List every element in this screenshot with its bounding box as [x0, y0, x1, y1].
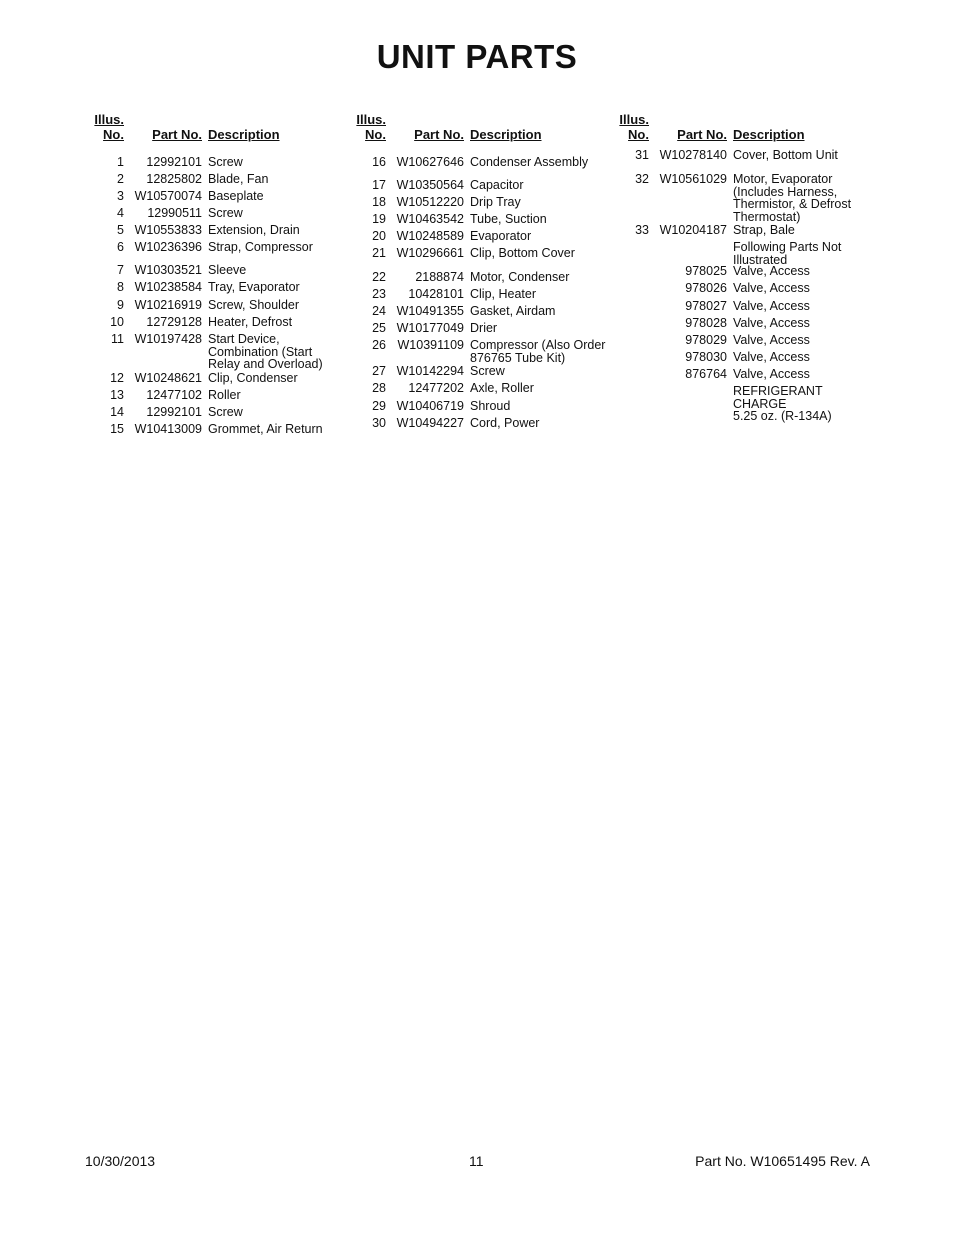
illus-number: 23 [372, 287, 386, 301]
illus-number: 11 [111, 332, 124, 346]
part-description: Gasket, Airdam [470, 304, 556, 318]
part-number: W10236396 [134, 240, 202, 254]
part-description: Baseplate [208, 189, 264, 203]
illus-number: 22 [372, 270, 386, 284]
illus-number: 28 [372, 381, 386, 395]
part-description: Strap, Compressor [208, 240, 313, 254]
part-description: Sleeve [208, 263, 247, 277]
illus-number: 10 [110, 315, 124, 329]
illus-number: 13 [110, 388, 124, 402]
part-description: Roller [208, 388, 241, 402]
part-description: Screw, Shoulder [208, 298, 300, 312]
page-title: UNIT PARTS [376, 38, 578, 75]
part-number: 12992101 [146, 405, 202, 419]
part-description: Condenser Assembly [470, 155, 589, 169]
part-number: 978025 [685, 264, 727, 278]
part-description: Screw [208, 155, 243, 169]
illus-number: 3 [117, 189, 124, 203]
header-part-no: Part No. [152, 127, 202, 142]
illus-number: 7 [117, 263, 124, 277]
column-header [617, 112, 873, 148]
part-number: W10627646 [396, 155, 464, 169]
part-description: Screw [208, 206, 243, 220]
part-description: Screw [208, 405, 243, 419]
part-number: W10406719 [396, 399, 464, 413]
part-description: Motor, Evaporator (Includes Harness, Thermistor, & Defrost Thermostat) [733, 172, 852, 224]
header-description: Description [208, 127, 280, 142]
part-number: 978029 [685, 333, 727, 347]
part-description: Clip, Bottom Cover [470, 246, 575, 260]
part-description: Valve, Access [733, 367, 810, 381]
part-description: Heater, Defrost [208, 315, 293, 329]
part-description: Valve, Access [733, 316, 810, 330]
part-number: 12990511 [147, 206, 202, 220]
part-number: W10553833 [134, 223, 202, 237]
illus-number: 8 [117, 280, 124, 294]
part-number: 10428101 [408, 287, 464, 301]
part-number: W10238584 [134, 280, 202, 294]
part-number: 12992101 [146, 155, 202, 169]
part-number: W10248589 [396, 229, 464, 243]
illus-number: 20 [372, 229, 386, 243]
illus-number: 12 [110, 371, 124, 385]
illus-number: 4 [117, 206, 124, 220]
part-number: W10413009 [134, 422, 202, 436]
part-description: Drip Tray [470, 195, 521, 209]
footer-page-number: 11 [469, 1153, 484, 1169]
part-number: W10296661 [396, 246, 464, 260]
part-description: Extension, Drain [208, 223, 300, 237]
part-number: W10197428 [134, 332, 202, 346]
part-number: W10248621 [134, 371, 202, 385]
part-number: 12477202 [408, 381, 464, 395]
header-no: No. [103, 127, 124, 142]
illus-number: 5 [117, 223, 124, 237]
illus-number: 30 [372, 416, 386, 430]
part-number: 876764 [685, 367, 727, 381]
part-description: Valve, Access [733, 350, 810, 364]
part-description: Grommet, Air Return [208, 422, 323, 436]
illus-number: 31 [635, 148, 649, 162]
part-description: Following Parts Not Illustrated [733, 240, 842, 267]
footer-part-number: Part No. W10651495 Rev. A [695, 1153, 870, 1169]
illus-number: 14 [110, 405, 124, 419]
header-part-no: Part No. [677, 127, 727, 142]
part-description: Shroud [470, 399, 511, 413]
part-description: Valve, Access [733, 264, 810, 278]
column-header [354, 112, 610, 148]
header-illus: Illus. [94, 112, 124, 127]
column-header [92, 112, 348, 148]
part-description: Tray, Evaporator [208, 280, 300, 294]
illus-number: 2 [117, 172, 124, 186]
illus-number: 19 [372, 212, 386, 226]
part-description: Evaporator [470, 229, 532, 243]
part-description: Compressor (Also Order 876765 Tube Kit) [470, 338, 606, 365]
illus-number: 32 [635, 172, 649, 186]
parts-column-3 [617, 112, 873, 423]
part-description: Screw [470, 364, 505, 378]
part-number: W10391109 [397, 338, 464, 352]
part-number: W10303521 [134, 263, 202, 277]
illus-number: 21 [372, 246, 386, 260]
illus-number: 18 [372, 195, 386, 209]
part-description: Cover, Bottom Unit [733, 148, 838, 162]
part-number: W10463542 [396, 212, 464, 226]
part-number: 978030 [685, 350, 727, 364]
part-number: W10350564 [396, 178, 464, 192]
part-description: Start Device, Combination (Start Relay and Overload) [208, 332, 323, 371]
part-description: Axle, Roller [470, 381, 534, 395]
part-number: 978027 [685, 299, 727, 313]
part-number: W10278140 [659, 148, 727, 162]
footer-date: 10/30/2013 [85, 1153, 156, 1169]
header-part-no: Part No. [414, 127, 464, 142]
part-description: Capacitor [470, 178, 524, 192]
header-no: No. [628, 127, 649, 142]
part-number: 2188874 [415, 270, 464, 284]
illus-number: 17 [372, 178, 386, 192]
header-illus: Illus. [356, 112, 386, 127]
header-illus: Illus. [619, 112, 649, 127]
part-number: W10491355 [396, 304, 464, 318]
part-number: 12477102 [146, 388, 202, 402]
illus-number: 33 [635, 223, 649, 237]
part-description: Clip, Heater [470, 287, 536, 301]
part-number: 978028 [685, 316, 727, 330]
part-description: Tube, Suction [470, 212, 547, 226]
illus-number: 24 [372, 304, 386, 318]
part-description: Motor, Condenser [470, 270, 570, 284]
part-number: W10512220 [396, 195, 464, 209]
part-description: Valve, Access [733, 333, 810, 347]
illus-number: 1 [117, 155, 124, 169]
header-description: Description [470, 127, 542, 142]
parts-column-2 [354, 112, 610, 430]
illus-number: 25 [372, 321, 386, 335]
part-description: Blade, Fan [208, 172, 269, 186]
part-number: 978026 [685, 281, 727, 295]
part-description: Cord, Power [470, 416, 540, 430]
part-description: Valve, Access [733, 299, 810, 313]
part-description: Valve, Access [733, 281, 810, 295]
part-number: 12825802 [146, 172, 202, 186]
illus-number: 29 [372, 399, 386, 413]
illus-number: 27 [372, 364, 386, 378]
part-number: W10204187 [659, 223, 727, 237]
header-no: No. [365, 127, 386, 142]
part-number: W10561029 [659, 172, 727, 186]
part-number: W10142294 [396, 364, 464, 378]
part-number: W10570074 [134, 189, 202, 203]
part-number: 12729128 [146, 315, 202, 329]
part-number: W10494227 [396, 416, 464, 430]
part-description: REFRIGERANT CHARGE 5.25 oz. (R-134A) [733, 384, 832, 423]
illus-number: 9 [117, 298, 124, 312]
header-description: Description [733, 127, 805, 142]
part-number: W10216919 [134, 298, 202, 312]
illus-number: 6 [117, 240, 124, 254]
illus-number: 16 [372, 155, 386, 169]
part-description: Strap, Bale [733, 223, 795, 237]
part-number: W10177049 [396, 321, 464, 335]
illus-number: 15 [110, 422, 124, 436]
parts-column-1 [92, 112, 348, 436]
part-description: Clip, Condenser [208, 371, 298, 385]
illus-number: 26 [372, 338, 386, 352]
part-description: Drier [470, 321, 498, 335]
